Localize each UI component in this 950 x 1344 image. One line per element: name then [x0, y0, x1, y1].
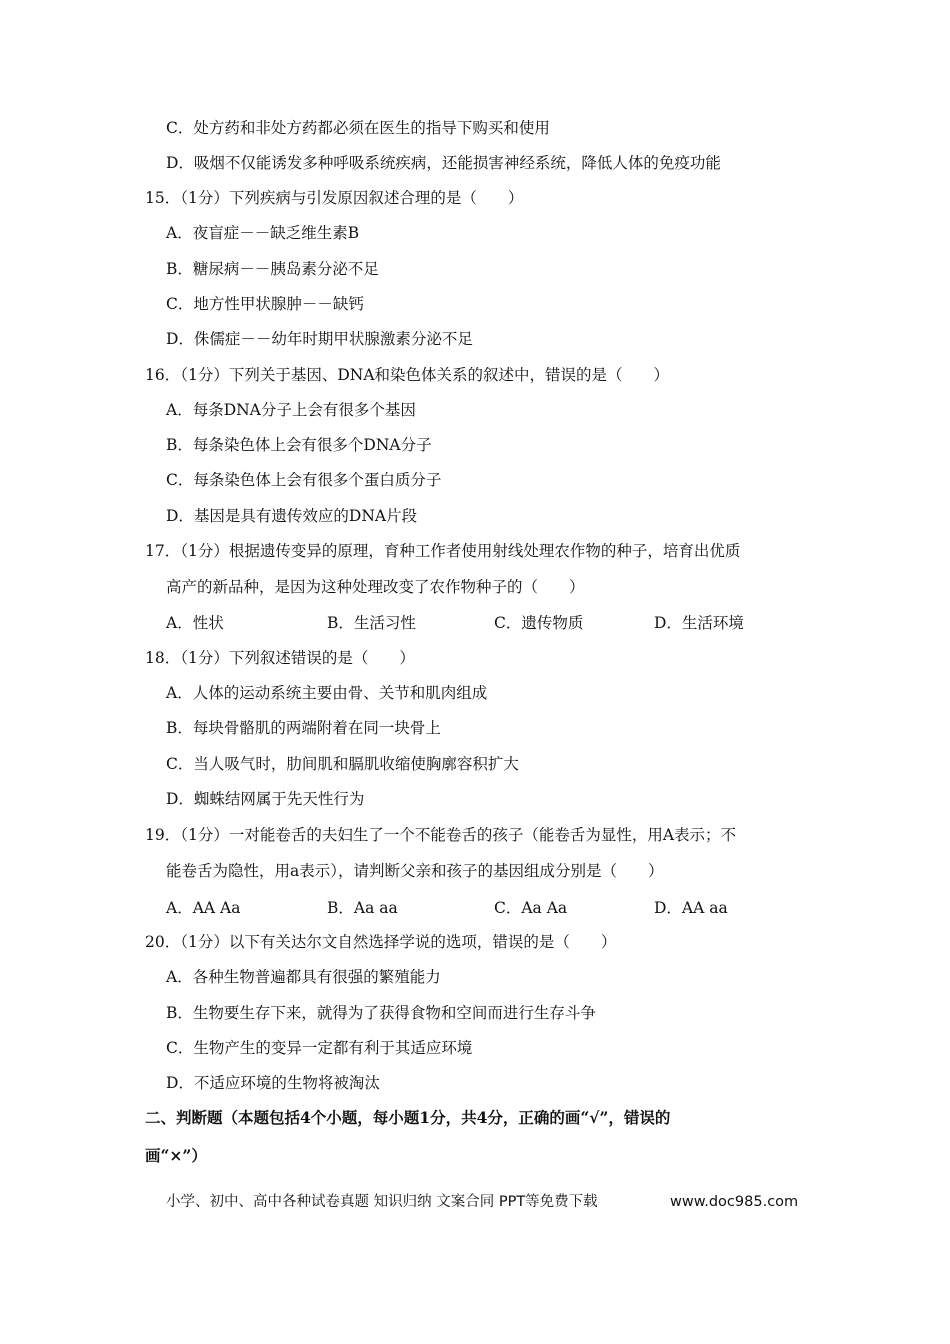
q17-option-c: C．遗传物质	[494, 614, 584, 632]
question-18: 18．（1分）下列叙述错误的是（ ）	[145, 649, 415, 667]
q20-option-d: D．不适应环境的生物将被淘汰	[166, 1074, 380, 1092]
q18-option-c: C．当人吸气时，肋间肌和膈肌收缩使胸廓容积扩大	[166, 755, 519, 773]
q14-option-c: C．处方药和非处方药都必须在医生的指导下购买和使用	[166, 119, 550, 137]
question-20: 20．（1分）以下有关达尔文自然选择学说的选项，错误的是（ ）	[145, 933, 617, 951]
q16-option-b: B．每条染色体上会有很多个DNA分子	[166, 436, 432, 454]
q14-option-d: D．吸烟不仅能诱发多种呼吸系统疾病，还能损害神经系统，降低人体的免疫功能	[166, 154, 721, 172]
q15-option-b: B．糖尿病－－胰岛素分泌不足	[166, 260, 379, 278]
question-19-line-2: 能卷舌为隐性，用a表示），请判断父亲和孩子的基因组成分别是（ ）	[166, 862, 664, 880]
q18-option-d: D．蜘蛛结网属于先天性行为	[166, 790, 365, 808]
q17-option-b: B．生活习性	[327, 614, 416, 632]
footer-text: 小学、初中、高中各种试卷真题 知识归纳 文案合同 PPT等免费下载	[166, 1194, 598, 1210]
question-15: 15．（1分）下列疾病与引发原因叙述合理的是（ ）	[145, 189, 524, 207]
section-2-heading-line-1: 二、判断题（本题包括4个小题，每小题1分，共4分，正确的画“√”，错误的	[145, 1108, 671, 1127]
question-17-line-1: 17．（1分）根据遗传变异的原理，育种工作者使用射线处理农作物的种子，培育出优质	[145, 542, 741, 560]
q15-option-c: C．地方性甲状腺肿－－缺钙	[166, 295, 364, 313]
q15-option-a: A．夜盲症－－缺乏维生素B	[166, 224, 360, 242]
section-2-heading-line-2: 画“×”）	[145, 1146, 207, 1165]
q19-option-c: C．Aa Aa	[494, 899, 568, 917]
q17-option-d: D．生活环境	[654, 614, 744, 632]
q16-option-c: C．每条染色体上会有很多个蛋白质分子	[166, 471, 442, 489]
q17-option-a: A．性状	[166, 614, 224, 632]
q16-option-d: D．基因是具有遗传效应的DNA片段	[166, 507, 418, 525]
footer-url[interactable]: www.doc985.com	[670, 1194, 799, 1210]
q20-option-b: B．生物要生存下来，就得为了获得食物和空间而进行生存斗争	[166, 1004, 596, 1022]
q16-option-a: A．每条DNA分子上会有很多个基因	[166, 401, 416, 419]
q19-option-a: A．AA Aa	[166, 899, 241, 917]
q19-option-d: D．AA aa	[654, 899, 728, 917]
question-17-line-2: 高产的新品种，是因为这种处理改变了农作物种子的（ ）	[166, 578, 585, 596]
q20-option-a: A．各种生物普遍都具有很强的繁殖能力	[166, 968, 441, 986]
q18-option-a: A．人体的运动系统主要由骨、关节和肌肉组成	[166, 684, 488, 702]
q18-option-b: B．每块骨骼肌的两端附着在同一块骨上	[166, 719, 441, 737]
q20-option-c: C．生物产生的变异一定都有利于其适应环境	[166, 1039, 473, 1057]
question-16: 16．（1分）下列关于基因、DNA和染色体关系的叙述中，错误的是（ ）	[145, 366, 670, 384]
q15-option-d: D．侏儒症－－幼年时期甲状腺激素分泌不足	[166, 330, 473, 348]
q19-option-b: B．Aa aa	[327, 899, 398, 917]
question-19-line-1: 19．（1分）一对能卷舌的夫妇生了一个不能卷舌的孩子（能卷舌为显性，用A表示；不	[145, 826, 737, 844]
